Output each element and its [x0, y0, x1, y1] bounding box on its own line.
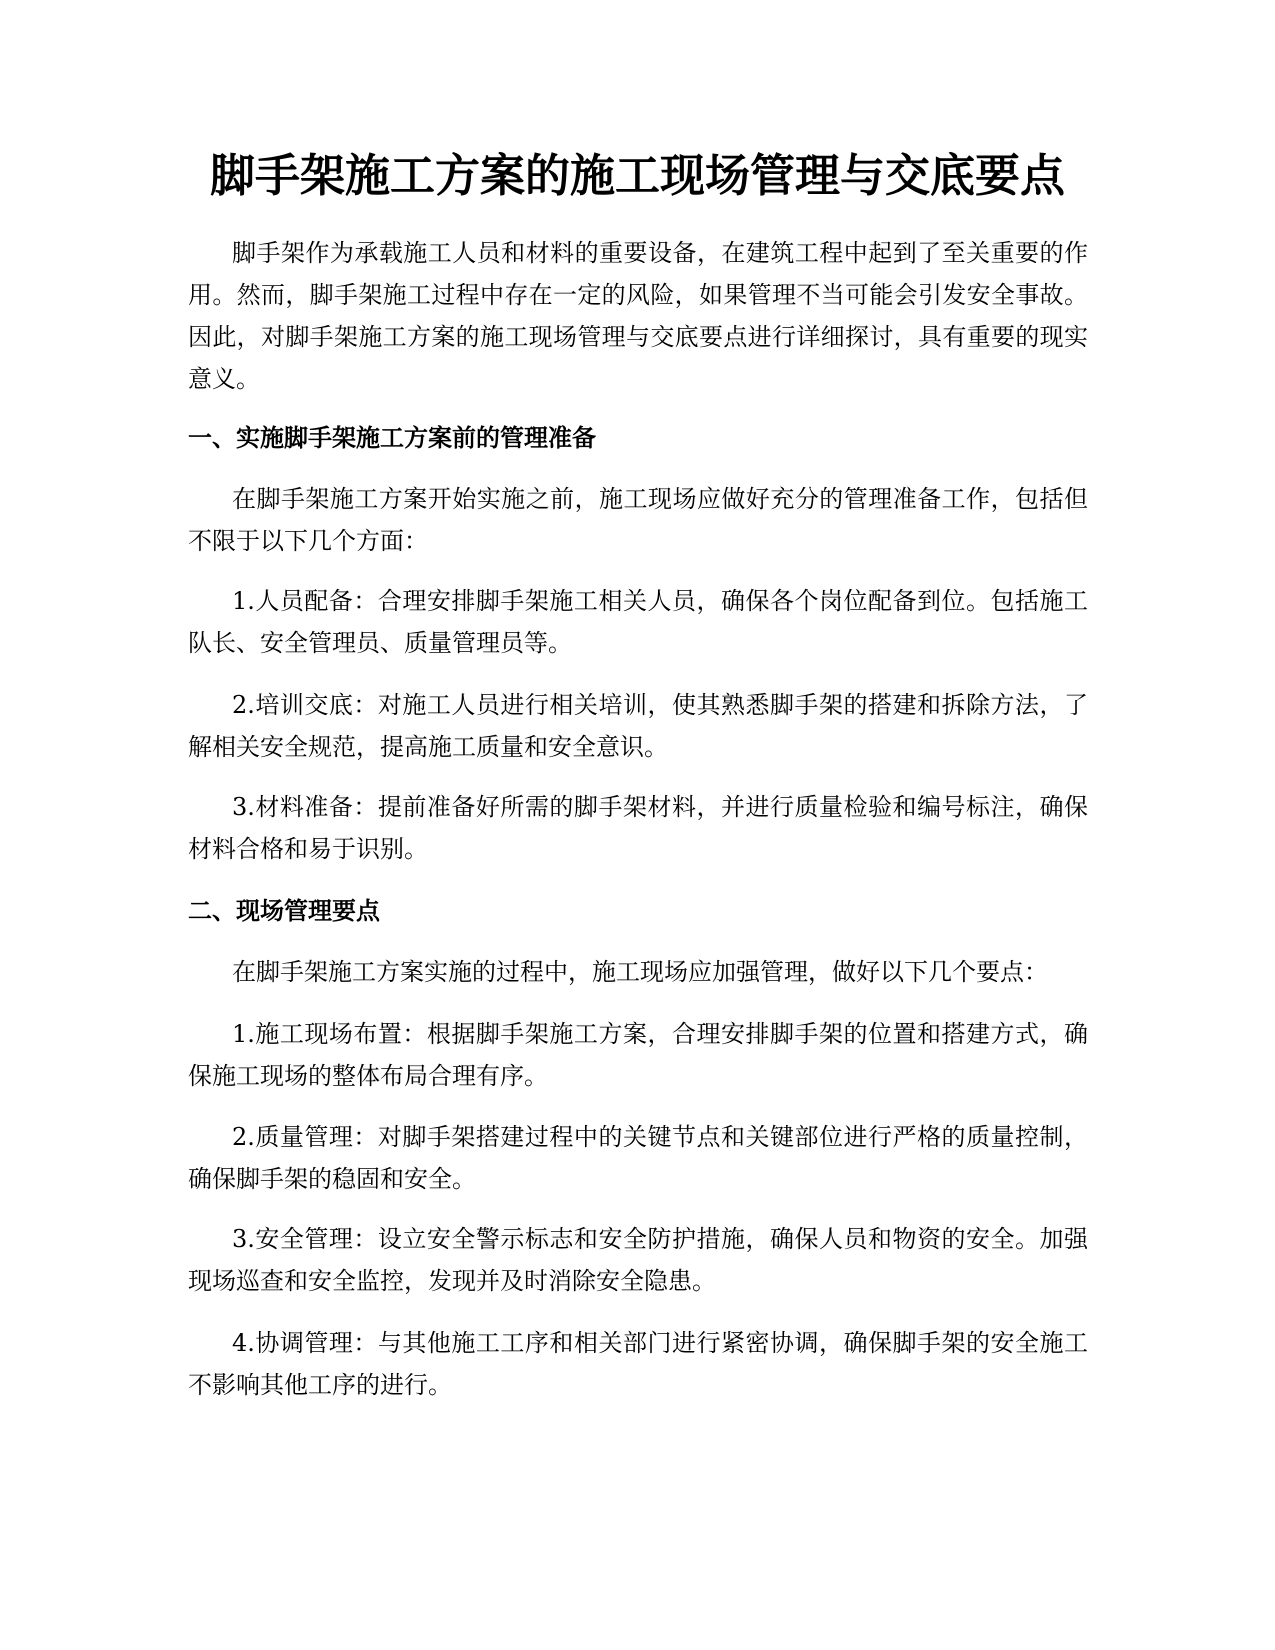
section-2-intro: 在脚手架施工方案实施的过程中，施工现场应加强管理，做好以下几个要点：: [232, 958, 1048, 986]
intro-paragraph: 脚手架作为承载施工人员和材料的重要设备，在建筑工程中起到了至关重要的作用。然而，脚手架施工过程中存在一定的风险，如果管理不当可能会引发安全事故。因此，对脚手架施工方案的施工现场管理与交底要点进行详细探讨，具有重要的现实意义。: [188, 239, 1088, 393]
section-1-heading: 一、实施脚手架施工方案前的管理准备: [188, 424, 596, 452]
document-title: 脚手架施工方案的施工现场管理与交底要点: [209, 149, 1065, 202]
section-2-heading: 二、现场管理要点: [188, 897, 380, 925]
section-1-item-2: 2.培训交底：对施工人员进行相关培训，使其熟悉脚手架的搭建和拆除方法，了解相关安全规范，提高施工质量和安全意识。: [188, 691, 1088, 761]
section-2-item-2: 2.质量管理：对脚手架搭建过程中的关键节点和关键部位进行严格的质量控制，确保脚手架的稳固和安全。: [188, 1123, 1088, 1193]
section-1-intro: 在脚手架施工方案开始实施之前，施工现场应做好充分的管理准备工作，包括但不限于以下几个方面：: [188, 485, 1088, 555]
section-1-item-1: 1.人员配备：合理安排脚手架施工相关人员，确保各个岗位配备到位。包括施工队长、安全管理员、质量管理员等。: [188, 587, 1088, 657]
section-2-item-1: 1.施工现场布置：根据脚手架施工方案，合理安排脚手架的位置和搭建方式，确保施工现场的整体布局合理有序。: [188, 1020, 1088, 1090]
section-2-item-3: 3.安全管理：设立安全警示标志和安全防护措施，确保人员和物资的安全。加强现场巡查和安全监控，发现并及时消除安全隐患。: [188, 1225, 1088, 1295]
section-2-item-4: 4.协调管理：与其他施工工序和相关部门进行紧密协调，确保脚手架的安全施工不影响其他工序的进行。: [188, 1329, 1088, 1399]
section-1-item-3: 3.材料准备：提前准备好所需的脚手架材料，并进行质量检验和编号标注，确保材料合格和易于识别。: [188, 793, 1088, 863]
